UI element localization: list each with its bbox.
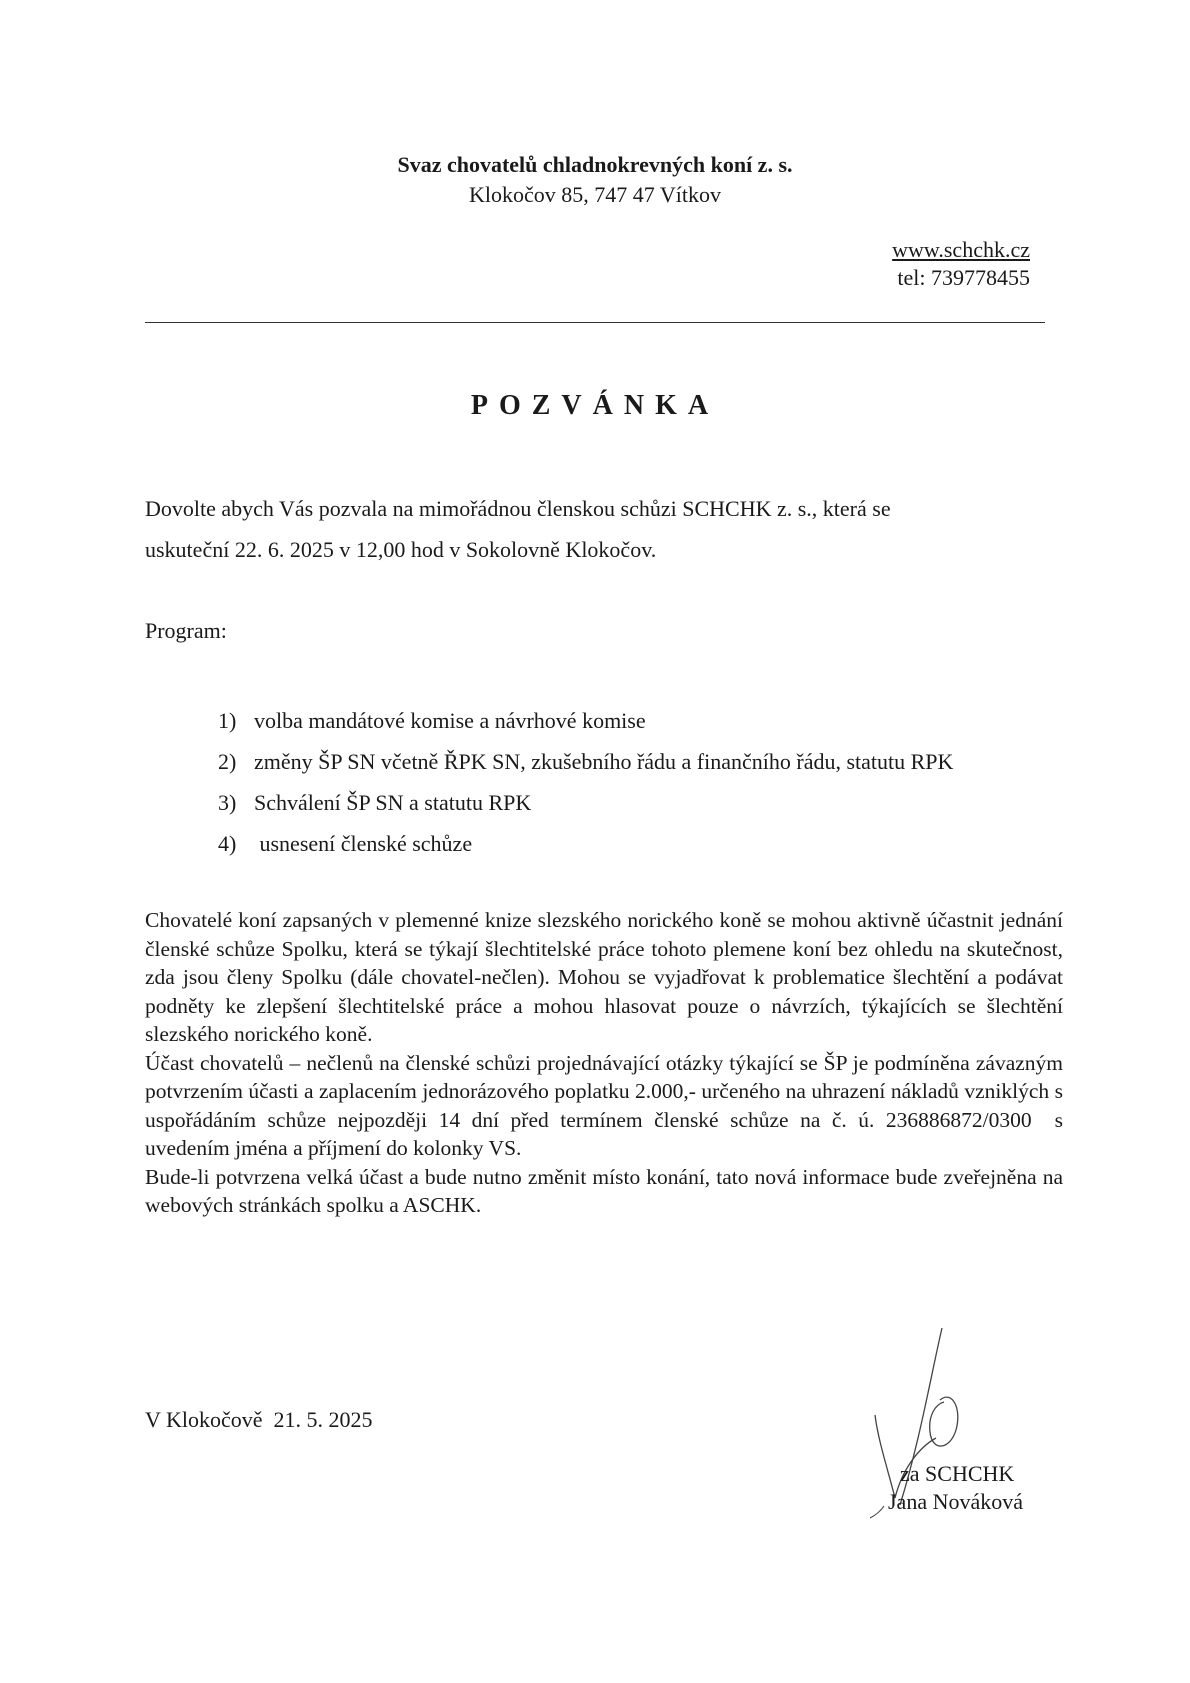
organization-address: Klokočov 85, 747 47 Vítkov: [469, 182, 721, 207]
program-item-number: 3): [218, 790, 237, 815]
body-paragraph-venue: Bude-li potvrzena velká účast a bude nutno změnit místo konání, tato nová informace bude zveřejněna na webových stránkách spolku a ASCHK.: [145, 1164, 1063, 1217]
place-and-date: V Klokočově 21. 5. 2025: [145, 1407, 373, 1432]
body-paragraph-breeders: Chovatelé koní zapsaných v plemenné knize slezského norického koně se mohou aktivně účastnit jednání členské schůze Spolku, která se týkají šlechtitelské práce tohoto plemene koní bez ohledu na skutečnost, zda jsou členy Spolku (dále chovatel-nečlen). Mohou se vyjadřovat k problematice šlechtění a podávat podněty ke zlepšení šlechtitelské práce a mohou hlasovat pouze o návrzích, týkajících se šlechtění slezského norického koně.: [145, 908, 1063, 1046]
header-divider: [145, 322, 1045, 323]
signatory-name: Jana Nováková: [888, 1489, 1024, 1514]
contact-block: [892, 236, 1030, 292]
document-title: POZVÁNKA: [470, 390, 720, 421]
signature-organization: za SCHCHK: [900, 1461, 1015, 1486]
program-list: [218, 700, 953, 864]
program-item-text: usnesení členské schůze: [254, 831, 473, 856]
organization-name: Svaz chovatelů chladnokrevných koní z. s.: [397, 152, 793, 177]
program-item-number: 4): [218, 831, 237, 856]
program-item-text: Schválení ŠP SN a statutu RPK: [254, 790, 532, 815]
program-item-text: změny ŠP SN včetně ŘPK SN, zkušebního řádu a finančního řádu, statutu RPK: [254, 749, 954, 774]
program-item: [218, 741, 953, 782]
phone-number: tel: 739778455: [897, 265, 1030, 290]
intro-paragraph: [145, 488, 1045, 570]
intro-line: Dovolte abych Vás pozvala na mimořádnou členskou schůzi SCHCHK z. s., která se: [145, 496, 891, 521]
program-item-number: 1): [218, 708, 237, 733]
signature-block: [888, 1460, 1068, 1516]
program-item: [218, 700, 953, 741]
program-label: Program:: [145, 618, 227, 643]
program-item: [218, 823, 953, 864]
website-link[interactable]: www.schchk.cz: [892, 237, 1030, 262]
body-paragraph-participation: Účast chovatelů – nečlenů na členské schůzi projednávající otázky týkající se ŠP je podmíněna závazným potvrzením účasti a zaplacením jednorázového poplatku 2.000,- určeného na uhrazení nákladů vzniklých s uspořádáním schůze nejpozději 14 dní před termínem členské schůze na č. ú. 236886872/0300 s uvedením jména a příjmení do kolonky VS.: [145, 1050, 1069, 1160]
program-item-text: volba mandátové komise a návrhové komise: [254, 708, 646, 733]
program-item: [218, 782, 953, 823]
program-item-number: 2): [218, 749, 237, 774]
body-text: [145, 906, 1069, 1220]
intro-line: uskuteční 22. 6. 2025 v 12,00 hod v Sokolovně Klokočov.: [145, 537, 657, 562]
